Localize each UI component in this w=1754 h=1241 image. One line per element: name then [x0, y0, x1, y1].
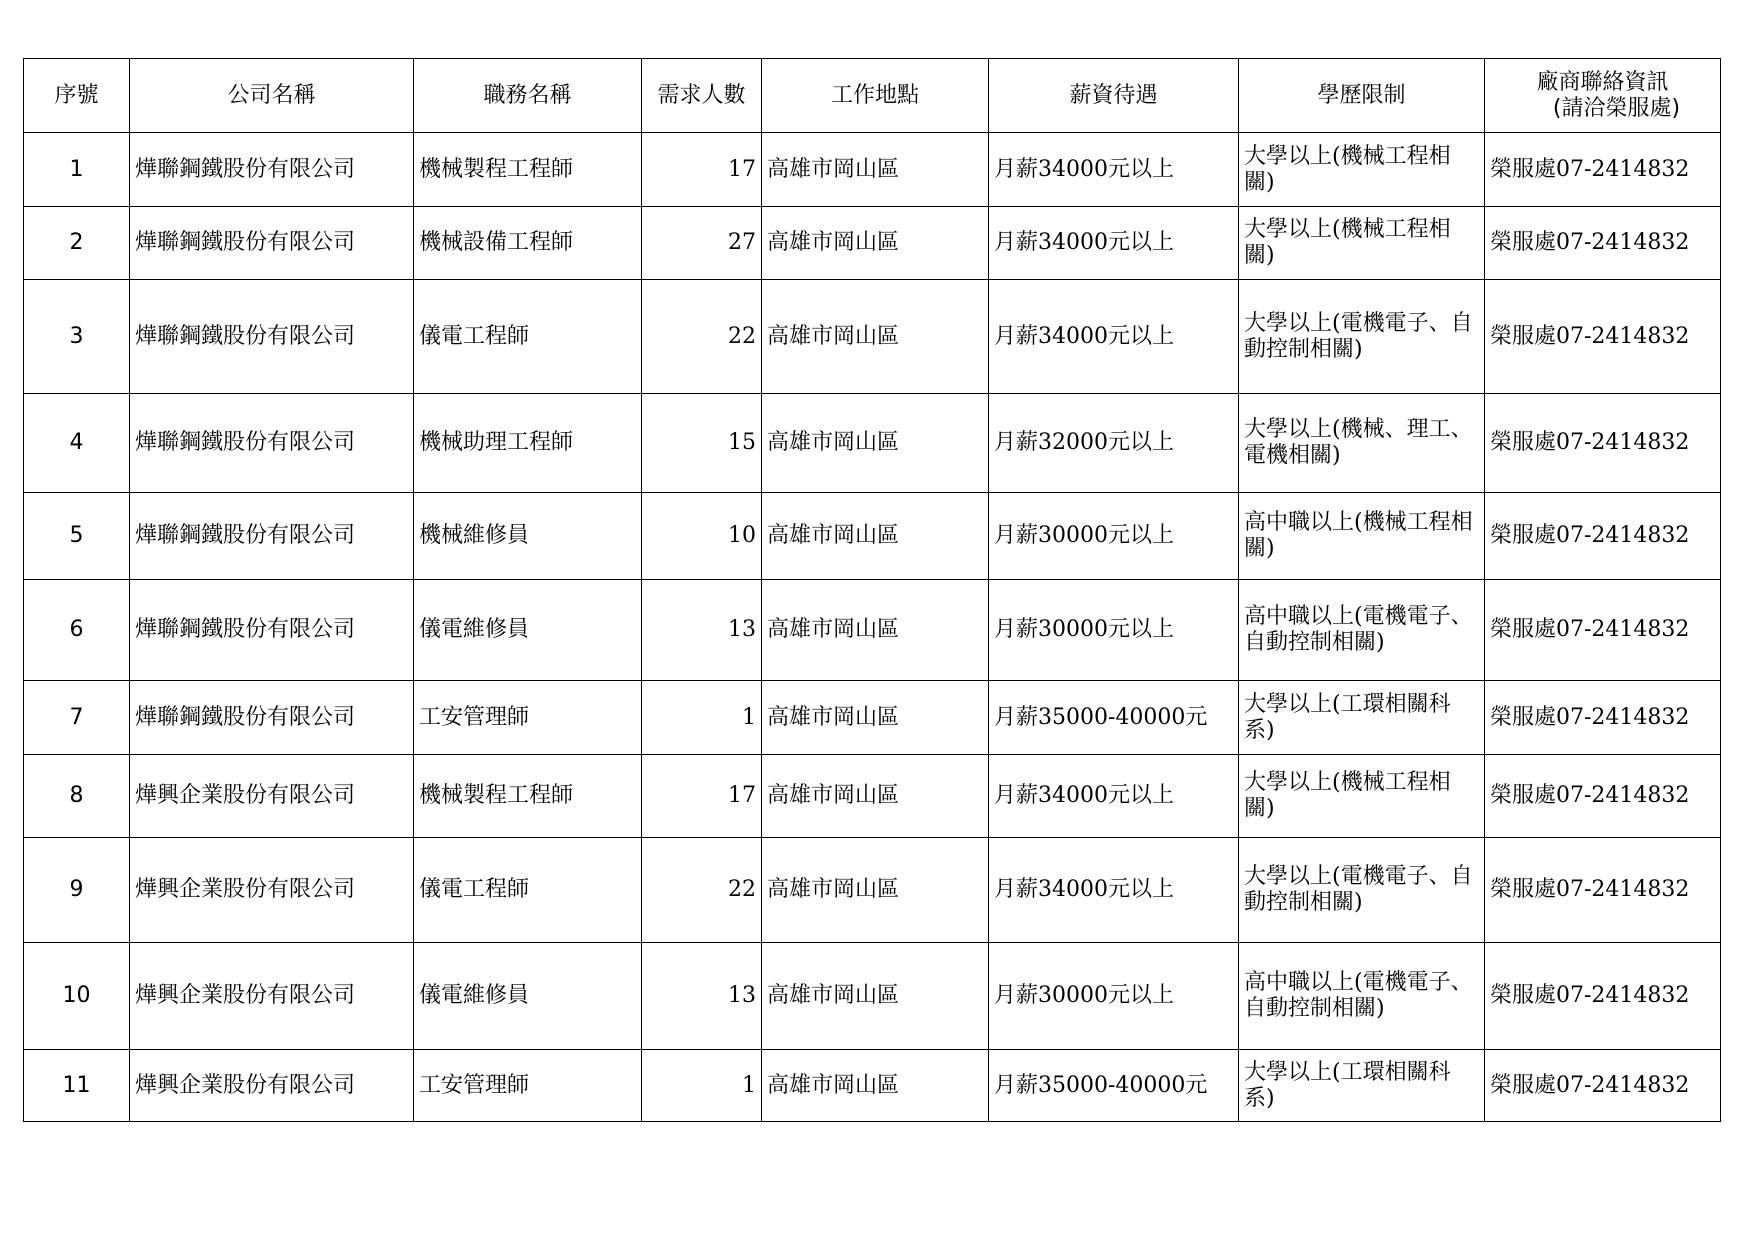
cell-count: 27	[642, 207, 762, 280]
cell-education: 大學以上(機械工程相關)	[1239, 755, 1485, 838]
header-contact-line2: (請洽榮服處)	[1552, 95, 1681, 121]
cell-salary: 月薪32000元以上	[989, 394, 1239, 493]
cell-count: 10	[642, 493, 762, 580]
cell-contact: 榮服處07-2414832	[1485, 280, 1721, 394]
table-row	[24, 838, 1721, 943]
cell-salary: 月薪34000元以上	[989, 755, 1239, 838]
cell-seq: 8	[24, 755, 130, 838]
header-contact-line1: 廠商聯絡資訊	[1536, 69, 1669, 95]
cell-company: 燁聯鋼鐵股份有限公司	[130, 493, 414, 580]
cell-job: 機械設備工程師	[414, 207, 642, 280]
table-row	[24, 580, 1721, 681]
header-salary: 薪資待遇	[989, 59, 1239, 133]
cell-location: 高雄市岡山區	[762, 133, 989, 207]
cell-job: 工安管理師	[414, 1050, 642, 1122]
cell-education: 高中職以上(機械工程相關)	[1239, 493, 1485, 580]
cell-company: 燁聯鋼鐵股份有限公司	[130, 280, 414, 394]
cell-company: 燁興企業股份有限公司	[130, 755, 414, 838]
cell-count: 1	[642, 1050, 762, 1122]
table-row	[24, 280, 1721, 394]
cell-location: 高雄市岡山區	[762, 755, 989, 838]
table-row	[24, 1050, 1721, 1122]
cell-seq: 1	[24, 133, 130, 207]
cell-company: 燁興企業股份有限公司	[130, 943, 414, 1050]
cell-count: 17	[642, 755, 762, 838]
cell-education: 大學以上(機械工程相關)	[1239, 207, 1485, 280]
cell-salary: 月薪35000-40000元	[989, 681, 1239, 755]
cell-job: 儀電工程師	[414, 280, 642, 394]
cell-location: 高雄市岡山區	[762, 207, 989, 280]
job-listing-sheet	[23, 58, 1721, 1122]
cell-salary: 月薪30000元以上	[989, 943, 1239, 1050]
cell-job: 機械製程工程師	[414, 133, 642, 207]
header-seq: 序號	[24, 59, 130, 133]
cell-company: 燁聯鋼鐵股份有限公司	[130, 681, 414, 755]
cell-count: 17	[642, 133, 762, 207]
cell-salary: 月薪30000元以上	[989, 580, 1239, 681]
cell-count: 13	[642, 943, 762, 1050]
cell-company: 燁興企業股份有限公司	[130, 838, 414, 943]
cell-seq: 3	[24, 280, 130, 394]
cell-job: 儀電維修員	[414, 943, 642, 1050]
cell-company: 燁聯鋼鐵股份有限公司	[130, 133, 414, 207]
header-job: 職務名稱	[414, 59, 642, 133]
cell-education: 高中職以上(電機電子、自動控制相關)	[1239, 943, 1485, 1050]
cell-contact: 榮服處07-2414832	[1485, 133, 1721, 207]
cell-job: 儀電維修員	[414, 580, 642, 681]
cell-seq: 10	[24, 943, 130, 1050]
cell-contact: 榮服處07-2414832	[1485, 580, 1721, 681]
header-count: 需求人數	[642, 59, 762, 133]
cell-job: 儀電工程師	[414, 838, 642, 943]
cell-company: 燁聯鋼鐵股份有限公司	[130, 394, 414, 493]
cell-contact: 榮服處07-2414832	[1485, 1050, 1721, 1122]
cell-count: 15	[642, 394, 762, 493]
cell-seq: 9	[24, 838, 130, 943]
cell-seq: 2	[24, 207, 130, 280]
cell-contact: 榮服處07-2414832	[1485, 755, 1721, 838]
cell-count: 22	[642, 280, 762, 394]
cell-location: 高雄市岡山區	[762, 1050, 989, 1122]
cell-job: 機械維修員	[414, 493, 642, 580]
cell-location: 高雄市岡山區	[762, 943, 989, 1050]
header-row	[24, 59, 1721, 133]
cell-location: 高雄市岡山區	[762, 838, 989, 943]
cell-job: 機械助理工程師	[414, 394, 642, 493]
cell-job: 工安管理師	[414, 681, 642, 755]
cell-contact: 榮服處07-2414832	[1485, 207, 1721, 280]
header-location: 工作地點	[762, 59, 989, 133]
cell-contact: 榮服處07-2414832	[1485, 943, 1721, 1050]
header-company: 公司名稱	[130, 59, 414, 133]
cell-location: 高雄市岡山區	[762, 280, 989, 394]
cell-salary: 月薪30000元以上	[989, 493, 1239, 580]
table-body	[24, 133, 1721, 1122]
cell-education: 大學以上(電機電子、自動控制相關)	[1239, 838, 1485, 943]
cell-location: 高雄市岡山區	[762, 394, 989, 493]
cell-education: 大學以上(機械工程相關)	[1239, 133, 1485, 207]
cell-job: 機械製程工程師	[414, 755, 642, 838]
cell-salary: 月薪34000元以上	[989, 207, 1239, 280]
cell-company: 燁興企業股份有限公司	[130, 1050, 414, 1122]
cell-seq: 11	[24, 1050, 130, 1122]
cell-education: 大學以上(電機電子、自動控制相關)	[1239, 280, 1485, 394]
cell-location: 高雄市岡山區	[762, 493, 989, 580]
cell-education: 高中職以上(電機電子、自動控制相關)	[1239, 580, 1485, 681]
cell-count: 1	[642, 681, 762, 755]
job-listing-table	[23, 58, 1721, 1122]
cell-location: 高雄市岡山區	[762, 580, 989, 681]
cell-count: 22	[642, 838, 762, 943]
cell-seq: 5	[24, 493, 130, 580]
table-row	[24, 681, 1721, 755]
cell-education: 大學以上(工環相關科系)	[1239, 1050, 1485, 1122]
cell-location: 高雄市岡山區	[762, 681, 989, 755]
table-row	[24, 943, 1721, 1050]
cell-education: 大學以上(工環相關科系)	[1239, 681, 1485, 755]
header-contact	[1485, 59, 1721, 133]
table-row	[24, 133, 1721, 207]
cell-contact: 榮服處07-2414832	[1485, 681, 1721, 755]
cell-company: 燁聯鋼鐵股份有限公司	[130, 580, 414, 681]
cell-contact: 榮服處07-2414832	[1485, 838, 1721, 943]
cell-salary: 月薪34000元以上	[989, 280, 1239, 394]
cell-seq: 4	[24, 394, 130, 493]
table-row	[24, 755, 1721, 838]
table-row	[24, 493, 1721, 580]
table-row	[24, 394, 1721, 493]
table-row	[24, 207, 1721, 280]
cell-contact: 榮服處07-2414832	[1485, 394, 1721, 493]
cell-salary: 月薪35000-40000元	[989, 1050, 1239, 1122]
cell-seq: 6	[24, 580, 130, 681]
cell-contact: 榮服處07-2414832	[1485, 493, 1721, 580]
header-education: 學歷限制	[1239, 59, 1485, 133]
cell-education: 大學以上(機械、理工、電機相關)	[1239, 394, 1485, 493]
cell-salary: 月薪34000元以上	[989, 838, 1239, 943]
cell-count: 13	[642, 580, 762, 681]
cell-salary: 月薪34000元以上	[989, 133, 1239, 207]
cell-seq: 7	[24, 681, 130, 755]
cell-company: 燁聯鋼鐵股份有限公司	[130, 207, 414, 280]
